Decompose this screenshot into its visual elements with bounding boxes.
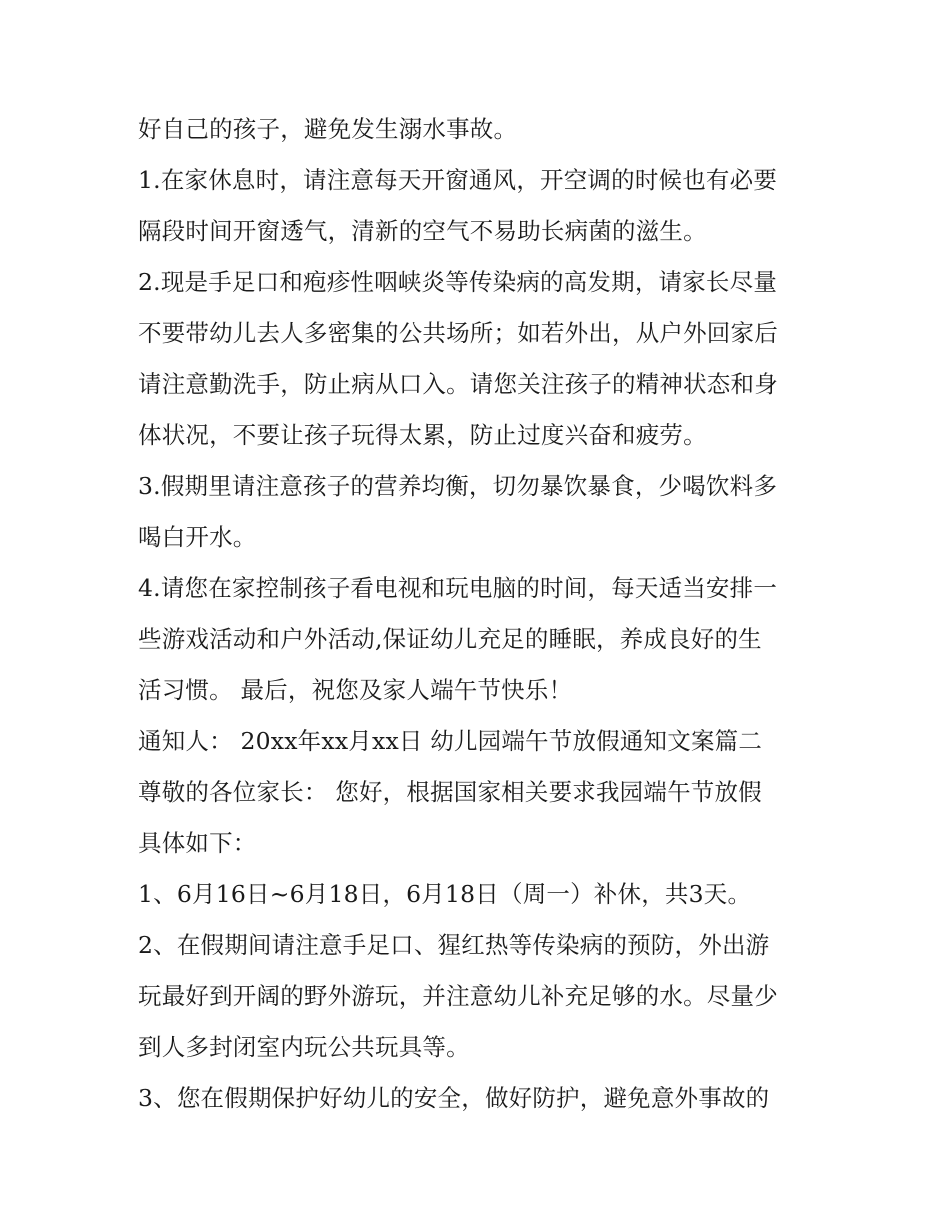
text-line: 4.请您在家控制孩子看电视和玩电脑的时间，每天适当安排一 bbox=[138, 574, 778, 602]
text-line: 尊敬的各位家长： 您好，根据国家相关要求我园端午节放假 bbox=[138, 778, 762, 806]
text-line: 3.假期里请注意孩子的营养均衡，切勿暴饮暴食，少喝饮料多 bbox=[138, 472, 778, 500]
document-body bbox=[138, 104, 818, 1124]
text-line: 喝白开水。 bbox=[138, 523, 257, 551]
text-line: 体状况，不要让孩子玩得太累，防止过度兴奋和疲劳。 bbox=[138, 421, 707, 449]
text-line: 隔段时间开窗透气，清新的空气不易助长病菌的滋生。 bbox=[138, 217, 707, 245]
text-line: 3、您在假期保护好幼儿的安全，做好防护，避免意外事故的 bbox=[138, 1084, 770, 1112]
text-line: 玩最好到开阔的野外游玩，并注意幼儿补充足够的水。尽量少 bbox=[138, 982, 778, 1010]
text-line: 2、在假期间请注意手足口、猩红热等传染病的预防，外出游 bbox=[138, 931, 770, 959]
text-line: 1、6月16日~6月18日，6月18日（周一）补休，共3天。 bbox=[138, 880, 752, 908]
text-line: 些游戏活动和户外活动,保证幼儿充足的睡眠，养成良好的生 bbox=[138, 625, 762, 653]
text-line: 请注意勤洗手，防止病从口入。请您关注孩子的精神状态和身 bbox=[138, 370, 778, 398]
text-line: 通知人： 20xx年xx月xx日 幼儿园端午节放假通知文案篇二 bbox=[138, 727, 763, 755]
text-line: 好自己的孩子，避免发生溺水事故。 bbox=[138, 115, 518, 143]
text-line: 1.在家休息时，请注意每天开窗通风，开空调的时候也有必要 bbox=[138, 166, 778, 194]
text-line: 2.现是手足口和疱疹性咽峡炎等传染病的高发期，请家长尽量 bbox=[138, 268, 778, 296]
text-line: 不要带幼儿去人多密集的公共场所；如若外出，从户外回家后 bbox=[138, 319, 778, 347]
text-line: 到人多封闭室内玩公共玩具等。 bbox=[138, 1033, 470, 1061]
text-line: 具体如下： bbox=[138, 829, 257, 857]
text-line: 活习惯。 最后，祝您及家人端午节快乐！ bbox=[138, 676, 573, 704]
